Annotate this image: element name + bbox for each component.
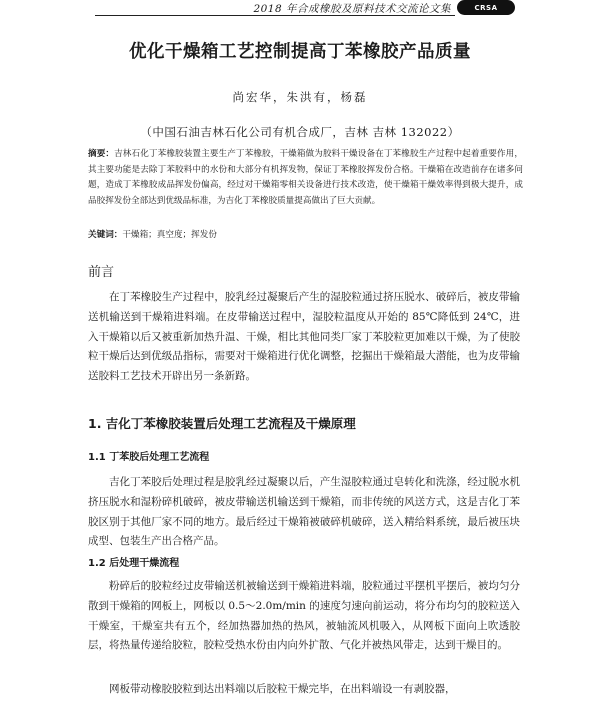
- abstract-text: 吉林石化丁苯橡胶装置主要生产丁苯橡胶，干燥箱做为胶料干燥设备在丁苯橡胶生产过程中起着重要作用，其主要功能是去除丁苯胶料中的水份和大部分有机挥发物，保证丁苯橡胶挥发份合格。干燥箱在改造前存在诸多问题，造成丁苯橡胶成品挥发份偏高，经过对干燥箱零相关设备进行技术改造，使干燥箱干燥效率得到极大提升，成品胶挥发份全部达到优级品标准，为吉化丁苯橡胶质量提高做出了巨大贡献。: [88, 149, 523, 206]
- running-header: [95, 0, 515, 18]
- running-title: 2018 年合成橡胶及原料技术交流论文集: [253, 3, 451, 15]
- section-1-1-paragraph: 吉化丁苯胶后处理过程是胶乳经过凝聚以后，产生湿胶粒通过皂转化和洗涤，经过脱水机挤压脱水和湿粉碎机破碎，被皮带输送机输送到干燥箱，而非传统的风送方式，这是吉化丁苯胶区别于其他厂家不同的地方。最后经过干燥箱被破碎机破碎，送入精给料系统，最后被压块成型、包装生产出合格产品。: [88, 476, 520, 548]
- conference-logo: [457, 0, 515, 15]
- paper-title: 优化干燥箱工艺控制提高丁苯橡胶产品质量: [129, 42, 471, 62]
- section-1-2-heading: 1.2 后处理干燥流程: [88, 558, 180, 569]
- keywords-label: 关键词：: [88, 230, 123, 240]
- preface-paragraph: 在丁苯橡胶生产过程中，胶乳经过凝聚后产生的湿胶粒通过挤压脱水、破碎后，被皮带输送机输送到干燥箱进料端。在皮带输送过程中，湿胶粒温度从开始的 85℃降低到 24℃，进入干燥箱以后又被重新加热升温、干燥，相比其他同类厂家丁苯胶粒更加难以干燥，为了使胶粒干燥后达到优级品指标，需要对干燥箱进行优化调整，挖掘出干燥箱最大潜能，也为皮带输送胶料工艺技术开辟出另一条新路。: [88, 291, 520, 383]
- preface-heading: 前言: [88, 265, 115, 280]
- header-rule: [95, 15, 455, 16]
- paper-affiliation: （中国石油吉林石化公司有机合成厂，吉林 吉林 132022）: [140, 125, 460, 139]
- abstract: [88, 147, 523, 209]
- keywords: [88, 228, 523, 242]
- abstract-label: 摘要：: [88, 149, 115, 159]
- paper-authors: 尚宏华，朱洪有，杨磊: [232, 90, 368, 104]
- logo-text: CRSA: [474, 3, 498, 12]
- section-1-2-paragraph: 粉碎后的胶粒经过皮带输送机被输送到干燥箱进料端，胶粒通过平摆机平摆后，被均匀分散到干燥箱的网板上，网板以 0.5～2.0m/min 的速度匀速向前运动，将分布均匀的胶粒送入干燥室，干燥室共有五个，经加热器加热的热风，被轴流风机吸入，从网板下面向上吹透胶层，将热量传递给胶粒，胶粒受热水份由内向外扩散、气化并被热风带走，达到干燥目的。: [88, 580, 520, 652]
- section-1-heading: 1. 吉化丁苯橡胶装置后处理工艺流程及干燥原理: [88, 416, 356, 431]
- section-1-2-paragraph-2: 网板带动橡胶胶粒到达出料端以后胶粒干燥完毕，在出料端设一有剥胶器，: [109, 683, 456, 695]
- section-1-1-heading: 1.1 丁苯胶后处理工艺流程: [88, 452, 210, 463]
- keywords-text: 干燥箱；真空度；挥发份: [122, 230, 217, 240]
